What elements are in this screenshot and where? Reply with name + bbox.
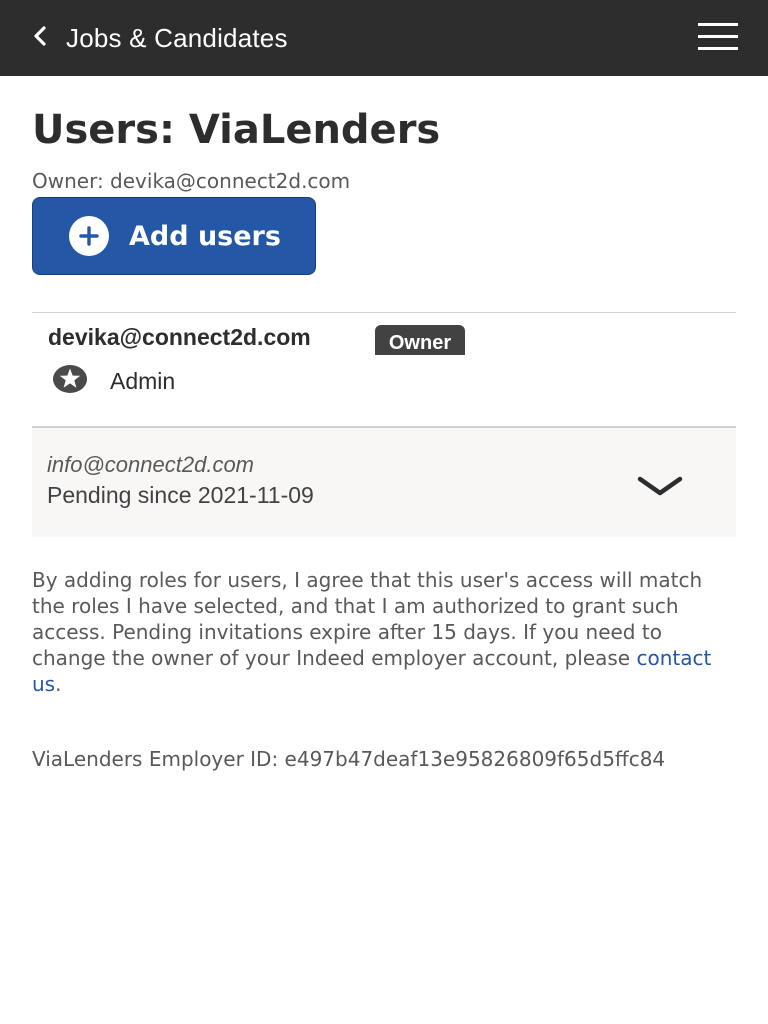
- back-link[interactable]: [30, 14, 288, 62]
- chevron-down-icon[interactable]: [634, 472, 686, 502]
- employer-id: ViaLenders Employer ID: e497b47deaf13e95826809f65d5ffc84: [32, 747, 666, 771]
- user-email: devika@connect2d.com: [48, 324, 311, 350]
- plus-circle-icon: [69, 216, 109, 256]
- role-label: Admin: [110, 367, 176, 394]
- divider: [32, 312, 736, 313]
- chevron-left-icon: [30, 26, 50, 50]
- user-role: [52, 364, 175, 398]
- pending-invitation-row[interactable]: [32, 428, 736, 537]
- star-icon: [52, 363, 88, 399]
- hamburger-menu-button[interactable]: [692, 18, 744, 58]
- back-link-label: Jobs & Candidates: [66, 22, 288, 53]
- pending-status: Pending since 2021-11-09: [47, 482, 314, 508]
- disclaimer-suffix: .: [55, 672, 62, 696]
- add-users-button[interactable]: [32, 197, 316, 275]
- disclaimer-body: By adding roles for users, I agree that this user's access will match the roles I have selected, and that I am authorized to grant such access. Pending invitations expire after 15 days. If you need to change the owner of your Indeed employer account, please: [32, 568, 703, 670]
- add-users-label: Add users: [129, 220, 281, 252]
- top-nav-bar: [0, 0, 768, 76]
- owner-badge: Owner: [375, 325, 465, 355]
- hamburger-menu-icon: [692, 43, 744, 62]
- page-title: Users: ViaLenders: [32, 107, 441, 153]
- disclaimer-text: [32, 567, 732, 697]
- contact-us-link[interactable]: contact us: [32, 646, 712, 696]
- pending-email: info@connect2d.com: [47, 452, 255, 477]
- owner-line: Owner: devika@connect2d.com: [32, 169, 351, 193]
